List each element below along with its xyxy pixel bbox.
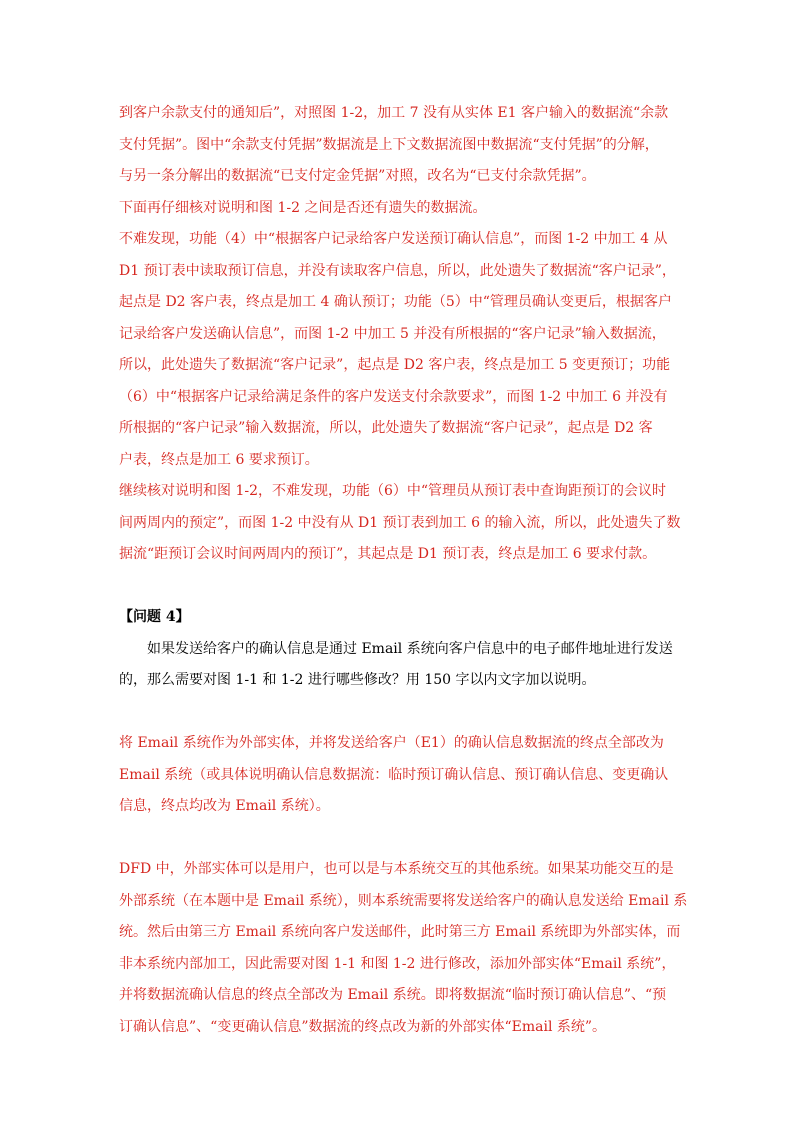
text-line: 所根据的“客户记录”输入数据流，所以，此处遗失了数据流“客户记录”，起点是 D2 客 (119, 420, 653, 436)
text-line: 继续核对说明和图 1-2，不难发现，功能（6）中“管理员从预订表中查询距预订的会议时 (119, 483, 667, 499)
text-line: 非本系统内部加工，因此需要对图 1-1 和图 1-2 进行修改，添加外部实体“Email 系统”， (119, 955, 676, 972)
answer-paragraph-continued (119, 98, 689, 193)
document-content (119, 98, 689, 1043)
spacer (119, 697, 689, 729)
text-line: 订确认信息”、“变更确认信息”数据流的终点改为新的外部实体“Email 系统”。 (119, 1018, 607, 1035)
text-line: 将 Email 系统作为外部实体，并将发送给客户（E1）的确认信息数据流的终点全部改为 (119, 735, 664, 751)
text-line: 并将数据流确认信息的终点全部改为 Email 系统。即将数据流“临时预订确认信息”、“预 (119, 987, 667, 1003)
text-line: DFD 中，外部实体可以是用户，也可以是与本系统交互的其他系统。如果某功能交互的是 (119, 861, 674, 877)
spacer (119, 571, 689, 603)
text-line: D1 预订表中读取预订信息，并没有读取客户信息，所以，此处遗失了数据流“客户记录”， (119, 262, 676, 279)
text-line: 所以，此处遗失了数据流“客户记录”，起点是 D2 客户表，终点是加工 5 变更预订；功能 (119, 357, 671, 373)
text-line: 统。然后由第三方 Email 系统向客户发送邮件，此时第三方 Email 系统即为外部实体，而 (119, 924, 681, 940)
text-line: 到客户余款支付的通知后”，对照图 1-2，加工 7 没有从实体 E1 客户输入的数据流“余款 (119, 105, 669, 121)
text-line: Email 系统（或具体说明确认信息数据流：临时预订确认信息、预订确认信息、变更确认 (119, 766, 669, 783)
text-line: 起点是 D2 客户表，终点是加工 4 确认预订；功能（5）中“管理员确认变更后，根据客户 (119, 294, 672, 310)
text-line: 外部系统（在本题中是 Email 系统），则本系统需要将发送给客户的确认息发送给 Email 系 (119, 892, 688, 909)
question-4 (119, 602, 689, 697)
transition-line: 下面再仔细核对说明和图 1-2 之间是否还有遗失的数据流。 (119, 199, 487, 216)
analysis-4 (119, 854, 689, 1043)
text-line: 不难发现，功能（4）中“根据客户记录给客户发送预订确认信息”，而图 1-2 中加工 4 从 (119, 231, 668, 247)
text-line: 间两周内的预定”，而图 1-2 中没有从 D1 预订表到加工 6 的输入流，所以，此处遗失了数 (119, 514, 681, 531)
spacer (119, 823, 689, 855)
missing-dataflow-analysis (119, 224, 689, 571)
text-line: 记录给客户发送确认信息”，而图 1-2 中加工 5 并没有所根据的“客户记录”输入数据流， (119, 325, 666, 342)
text-line: （6）中“根据客户记录给满足条件的客户发送支付余款要求”，而图 1-2 中加工 6 并没有 (119, 388, 668, 405)
text-line: 据流“距预订会议时间两周内的预订”，其起点是 D1 预订表，终点是加工 6 要求付款。 (119, 546, 657, 562)
text-line: 如果发送给客户的确认信息是通过 Email 系统向客户信息中的电子邮件地址进行发送 (147, 640, 673, 657)
text-line: 支付凭据”。图中“余款支付凭据”数据流是上下文数据流图中数据流“支付凭据”的分解， (119, 136, 659, 153)
text-line: 与另一条分解出的数据流“已支付定金凭据”对照，改名为“已支付余款凭据”。 (119, 168, 596, 184)
text-line: 信息，终点均改为 Email 系统）。 (119, 798, 330, 814)
answer-4 (119, 728, 689, 823)
text-line: 的，那么需要对图 1-1 和 1-2 进行哪些修改？用 150 字以内文字加以说明。 (119, 672, 596, 688)
question-heading: 【问题 4】 (119, 609, 190, 625)
text-line: 户表，终点是加工 6 要求预订。 (119, 451, 319, 468)
